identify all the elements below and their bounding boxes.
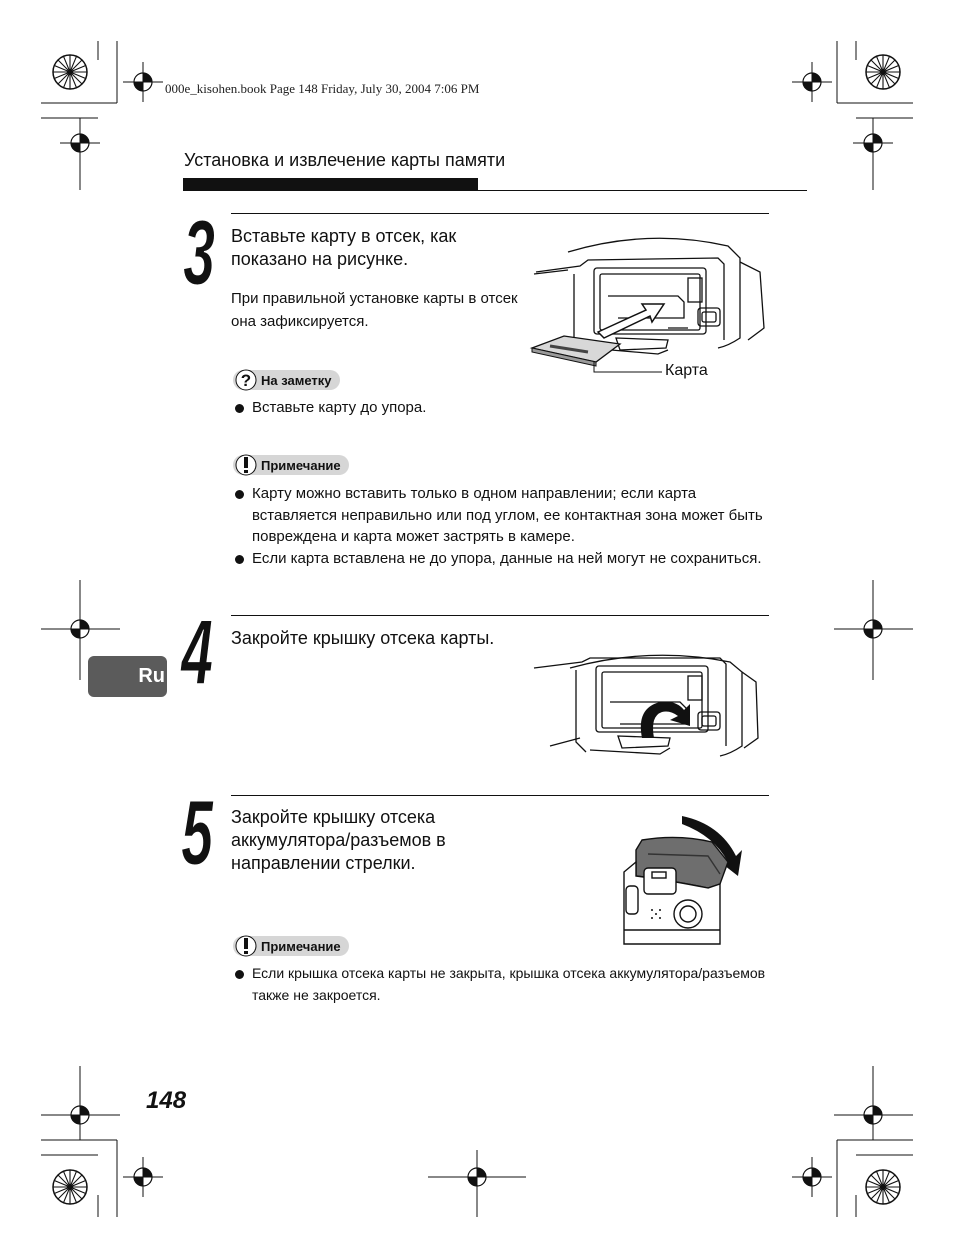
note-badge-label: Примечание	[261, 938, 341, 954]
step-3-number	[182, 208, 232, 292]
step-3-instruction: Вставьте карту в отсек, как показано на рисунке.	[231, 226, 457, 269]
question-mark-icon	[235, 369, 257, 391]
note-list-2	[232, 963, 772, 1006]
section-title: Установка и извлечение карты памяти	[184, 150, 506, 170]
svg-text:5: 5	[181, 788, 213, 872]
card-callout-label: Карта	[665, 362, 708, 379]
step-3-detail: При правильной установке карты в отсек она зафиксируется.	[231, 290, 518, 330]
card-insertion-illustration	[528, 228, 770, 376]
list-item: Если карта вставлена не до упора, данные на ней могут не сохраниться.	[232, 548, 772, 570]
tip-list	[232, 397, 762, 419]
exclamation-icon	[235, 454, 257, 476]
tip-badge	[233, 370, 340, 390]
step-5-rule	[231, 795, 769, 796]
svg-text:4: 4	[181, 608, 213, 692]
note-list	[232, 483, 772, 569]
title-underline-rule	[478, 190, 807, 191]
tip-badge-label: На заметку	[261, 372, 332, 388]
step-5-instruction: Закройте крышку отсека аккумулятора/разъемов в направлении стрелки.	[231, 807, 446, 873]
print-header: 000e_kisohen.book Page 148 Friday, July 30, 2004 7:06 PM	[165, 81, 480, 96]
note-badge	[233, 455, 349, 475]
language-tab: Ru	[88, 656, 167, 697]
list-item: Если крышка отсека карты не закрыта, крышка отсека аккумулятора/разъемов также не закроется.	[232, 963, 772, 1006]
step-4-instruction: Закройте крышку отсека карты.	[231, 628, 495, 648]
svg-text:3: 3	[183, 208, 215, 292]
note-badge-2	[233, 936, 349, 956]
step-4-rule	[231, 615, 769, 616]
step-5-number	[180, 788, 230, 872]
exclamation-icon	[235, 935, 257, 957]
close-card-cover-illustration	[530, 646, 762, 774]
title-underline-bar	[183, 178, 478, 191]
step-4-number	[180, 608, 230, 692]
step-3-rule	[231, 213, 769, 214]
page-number: 148	[146, 1087, 187, 1114]
list-item: Карту можно вставить только в одном направлении; если карта вставляется неправильно или под углом, ее контактная зона может быть повреждена и карта может застрять в камере.	[232, 483, 772, 548]
note-badge-label: Примечание	[261, 457, 341, 473]
close-battery-cover-illustration	[608, 810, 750, 946]
list-item: Вставьте карту до упора.	[232, 397, 762, 419]
svg-text:?: ?	[240, 371, 252, 390]
